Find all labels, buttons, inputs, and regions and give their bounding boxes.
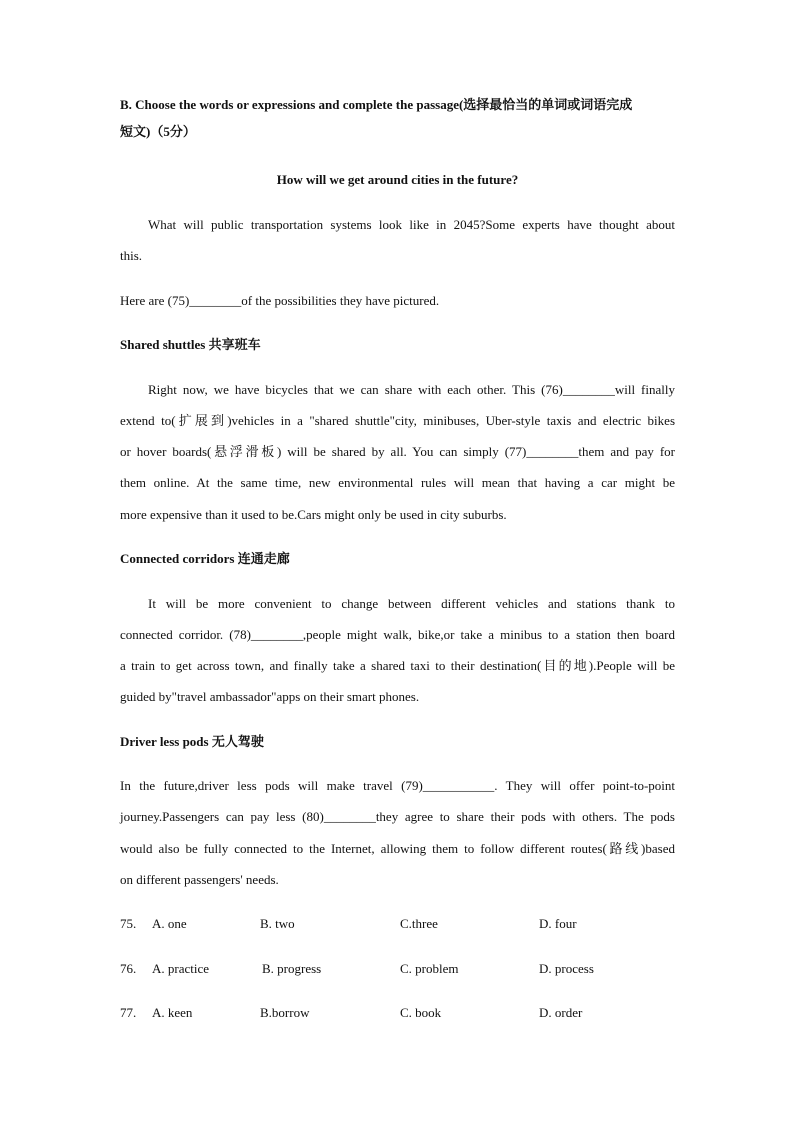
paragraph-line: In the future,driver less pods will make travel (79)___________. They will offer point-to-point: [120, 778, 675, 793]
section-heading-driverless-pods: Driver less pods 无人驾驶: [120, 734, 264, 749]
question-number: 76.: [120, 961, 137, 976]
paragraph-line: It will be more convenient to change between different vehicles and stations thank to: [148, 596, 675, 611]
question-number: 75.: [120, 916, 137, 931]
section-heading-shared-shuttles: Shared shuttles 共享班车: [120, 337, 261, 352]
option-c[interactable]: C. problem: [400, 961, 459, 976]
paragraph-line: a train to get across town, and finally take a shared taxi to their destination(目的地).People will be: [120, 658, 675, 673]
option-d[interactable]: D. four: [539, 916, 577, 931]
option-c[interactable]: C.three: [400, 916, 438, 931]
option-b[interactable]: B.borrow: [260, 1005, 310, 1020]
passage-title: How will we get around cities in the future?: [276, 172, 519, 187]
question-row-75: [120, 916, 675, 932]
question-row-77: [120, 1005, 675, 1021]
paragraph-line: or hover boards(悬浮滑板) will be shared by all. You can simply (77)________them and pay for: [120, 444, 675, 459]
paragraph-line: journey.Passengers can pay less (80)________they agree to share their pods with others. The pods: [120, 809, 675, 824]
option-d[interactable]: D. process: [539, 961, 594, 976]
question-row-76: [120, 961, 675, 977]
option-d[interactable]: D. order: [539, 1005, 583, 1020]
option-a[interactable]: A. keen: [152, 1005, 193, 1020]
section-instruction-line-1: B. Choose the words or expressions and complete the passage(选择最恰当的单词或词语完成: [120, 97, 633, 112]
option-b[interactable]: B. two: [260, 916, 295, 931]
option-b[interactable]: B. progress: [262, 961, 322, 976]
intro-line-2: this.: [120, 248, 143, 263]
section-instruction-line-2: 短文)（5分）: [120, 124, 196, 139]
intro-line-3: Here are (75)________of the possibilities they have pictured.: [120, 293, 440, 308]
paragraph-line: them online. At the same time, new environmental rules will mean that having a car might be: [120, 475, 675, 490]
option-a[interactable]: A. one: [152, 916, 187, 931]
paragraph-line: Right now, we have bicycles that we can share with each other. This (76)________will finally: [148, 382, 675, 397]
option-c[interactable]: C. book: [400, 1005, 442, 1020]
paragraph-line: extend to(扩展到)vehicles in a "shared shuttle"city, minibuses, Uber-style taxis and electric bikes: [120, 413, 675, 428]
intro-line-1: What will public transportation systems look like in 2045?Some experts have thought about: [148, 217, 675, 232]
option-a[interactable]: A. practice: [152, 961, 210, 976]
paragraph-line: guided by"travel ambassador"apps on their smart phones.: [120, 689, 420, 704]
section-heading-connected-corridors: Connected corridors 连通走廊: [120, 551, 290, 566]
paragraph-line: would also be fully connected to the Internet, allowing them to follow different routes(路线)based: [120, 841, 675, 856]
question-number: 77.: [120, 1005, 137, 1020]
paragraph-line: on different passengers' needs.: [120, 872, 279, 887]
paragraph-line: more expensive than it used to be.Cars might only be used in city suburbs.: [120, 507, 507, 522]
paragraph-line: connected corridor. (78)________,people might walk, bike,or take a minibus to a station then board: [120, 627, 675, 642]
